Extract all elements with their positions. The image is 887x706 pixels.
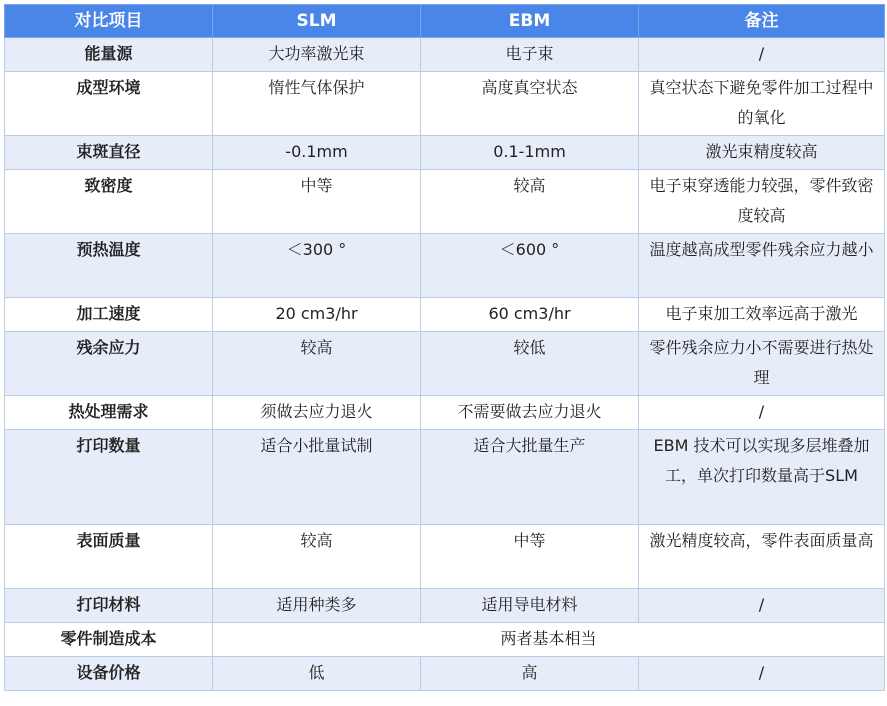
table-row xyxy=(5,332,885,396)
table-row xyxy=(5,525,885,589)
row-label: 能量源 xyxy=(5,38,213,72)
note-cell: 温度越高成型零件残余应力越小 xyxy=(639,234,885,298)
slm-cell: 适用种类多 xyxy=(213,589,421,623)
ebm-cell: 高度真空状态 xyxy=(421,72,639,136)
table-row xyxy=(5,589,885,623)
table-row xyxy=(5,657,885,691)
note-cell: 激光束精度较高 xyxy=(639,136,885,170)
row-label: 打印数量 xyxy=(5,430,213,525)
ebm-cell: 中等 xyxy=(421,525,639,589)
row-label: 成型环境 xyxy=(5,72,213,136)
note-cell: / xyxy=(639,589,885,623)
ebm-cell: 60 cm3/hr xyxy=(421,298,639,332)
table-row xyxy=(5,623,885,657)
merged-cell: 两者基本相当 xyxy=(213,623,885,657)
header-ebm: EBM xyxy=(421,5,639,38)
table-header-row xyxy=(5,5,885,38)
table-row xyxy=(5,72,885,136)
comparison-table xyxy=(4,4,885,691)
header-note: 备注 xyxy=(639,5,885,38)
note-cell: 电子束加工效率远高于激光 xyxy=(639,298,885,332)
note-cell: EBM 技术可以实现多层堆叠加工，单次打印数量高于SLM xyxy=(639,430,885,525)
note-cell: / xyxy=(639,396,885,430)
row-label: 设备价格 xyxy=(5,657,213,691)
ebm-cell: 适合大批量生产 xyxy=(421,430,639,525)
ebm-cell: 较高 xyxy=(421,170,639,234)
slm-cell: 须做去应力退火 xyxy=(213,396,421,430)
slm-cell: -0.1mm xyxy=(213,136,421,170)
table-row xyxy=(5,396,885,430)
slm-cell: 较高 xyxy=(213,332,421,396)
row-label: 打印材料 xyxy=(5,589,213,623)
header-item: 对比项目 xyxy=(5,5,213,38)
table-row xyxy=(5,298,885,332)
ebm-cell: 电子束 xyxy=(421,38,639,72)
ebm-cell: 高 xyxy=(421,657,639,691)
slm-cell: 20 cm3/hr xyxy=(213,298,421,332)
ebm-cell: 较低 xyxy=(421,332,639,396)
ebm-cell: 适用导电材料 xyxy=(421,589,639,623)
row-label: 表面质量 xyxy=(5,525,213,589)
ebm-cell: 不需要做去应力退火 xyxy=(421,396,639,430)
row-label: 零件制造成本 xyxy=(5,623,213,657)
slm-cell: 低 xyxy=(213,657,421,691)
table-row xyxy=(5,430,885,525)
note-cell: 零件残余应力小不需要进行热处理 xyxy=(639,332,885,396)
table-row xyxy=(5,234,885,298)
slm-cell: 大功率激光束 xyxy=(213,38,421,72)
slm-cell: 较高 xyxy=(213,525,421,589)
note-cell: 电子束穿透能力较强，零件致密度较高 xyxy=(639,170,885,234)
note-cell: 真空状态下避免零件加工过程中的氧化 xyxy=(639,72,885,136)
ebm-cell: 0.1-1mm xyxy=(421,136,639,170)
slm-cell: 适合小批量试制 xyxy=(213,430,421,525)
row-label: 预热温度 xyxy=(5,234,213,298)
table-row xyxy=(5,38,885,72)
table-row xyxy=(5,136,885,170)
row-label: 残余应力 xyxy=(5,332,213,396)
row-label: 加工速度 xyxy=(5,298,213,332)
note-cell: 激光精度较高，零件表面质量高 xyxy=(639,525,885,589)
note-cell: / xyxy=(639,657,885,691)
header-slm: SLM xyxy=(213,5,421,38)
slm-cell: ＜300 ° xyxy=(213,234,421,298)
row-label: 致密度 xyxy=(5,170,213,234)
slm-cell: 中等 xyxy=(213,170,421,234)
slm-cell: 惰性气体保护 xyxy=(213,72,421,136)
ebm-cell: ＜600 ° xyxy=(421,234,639,298)
row-label: 热处理需求 xyxy=(5,396,213,430)
row-label: 束斑直径 xyxy=(5,136,213,170)
table-row xyxy=(5,170,885,234)
note-cell: / xyxy=(639,38,885,72)
